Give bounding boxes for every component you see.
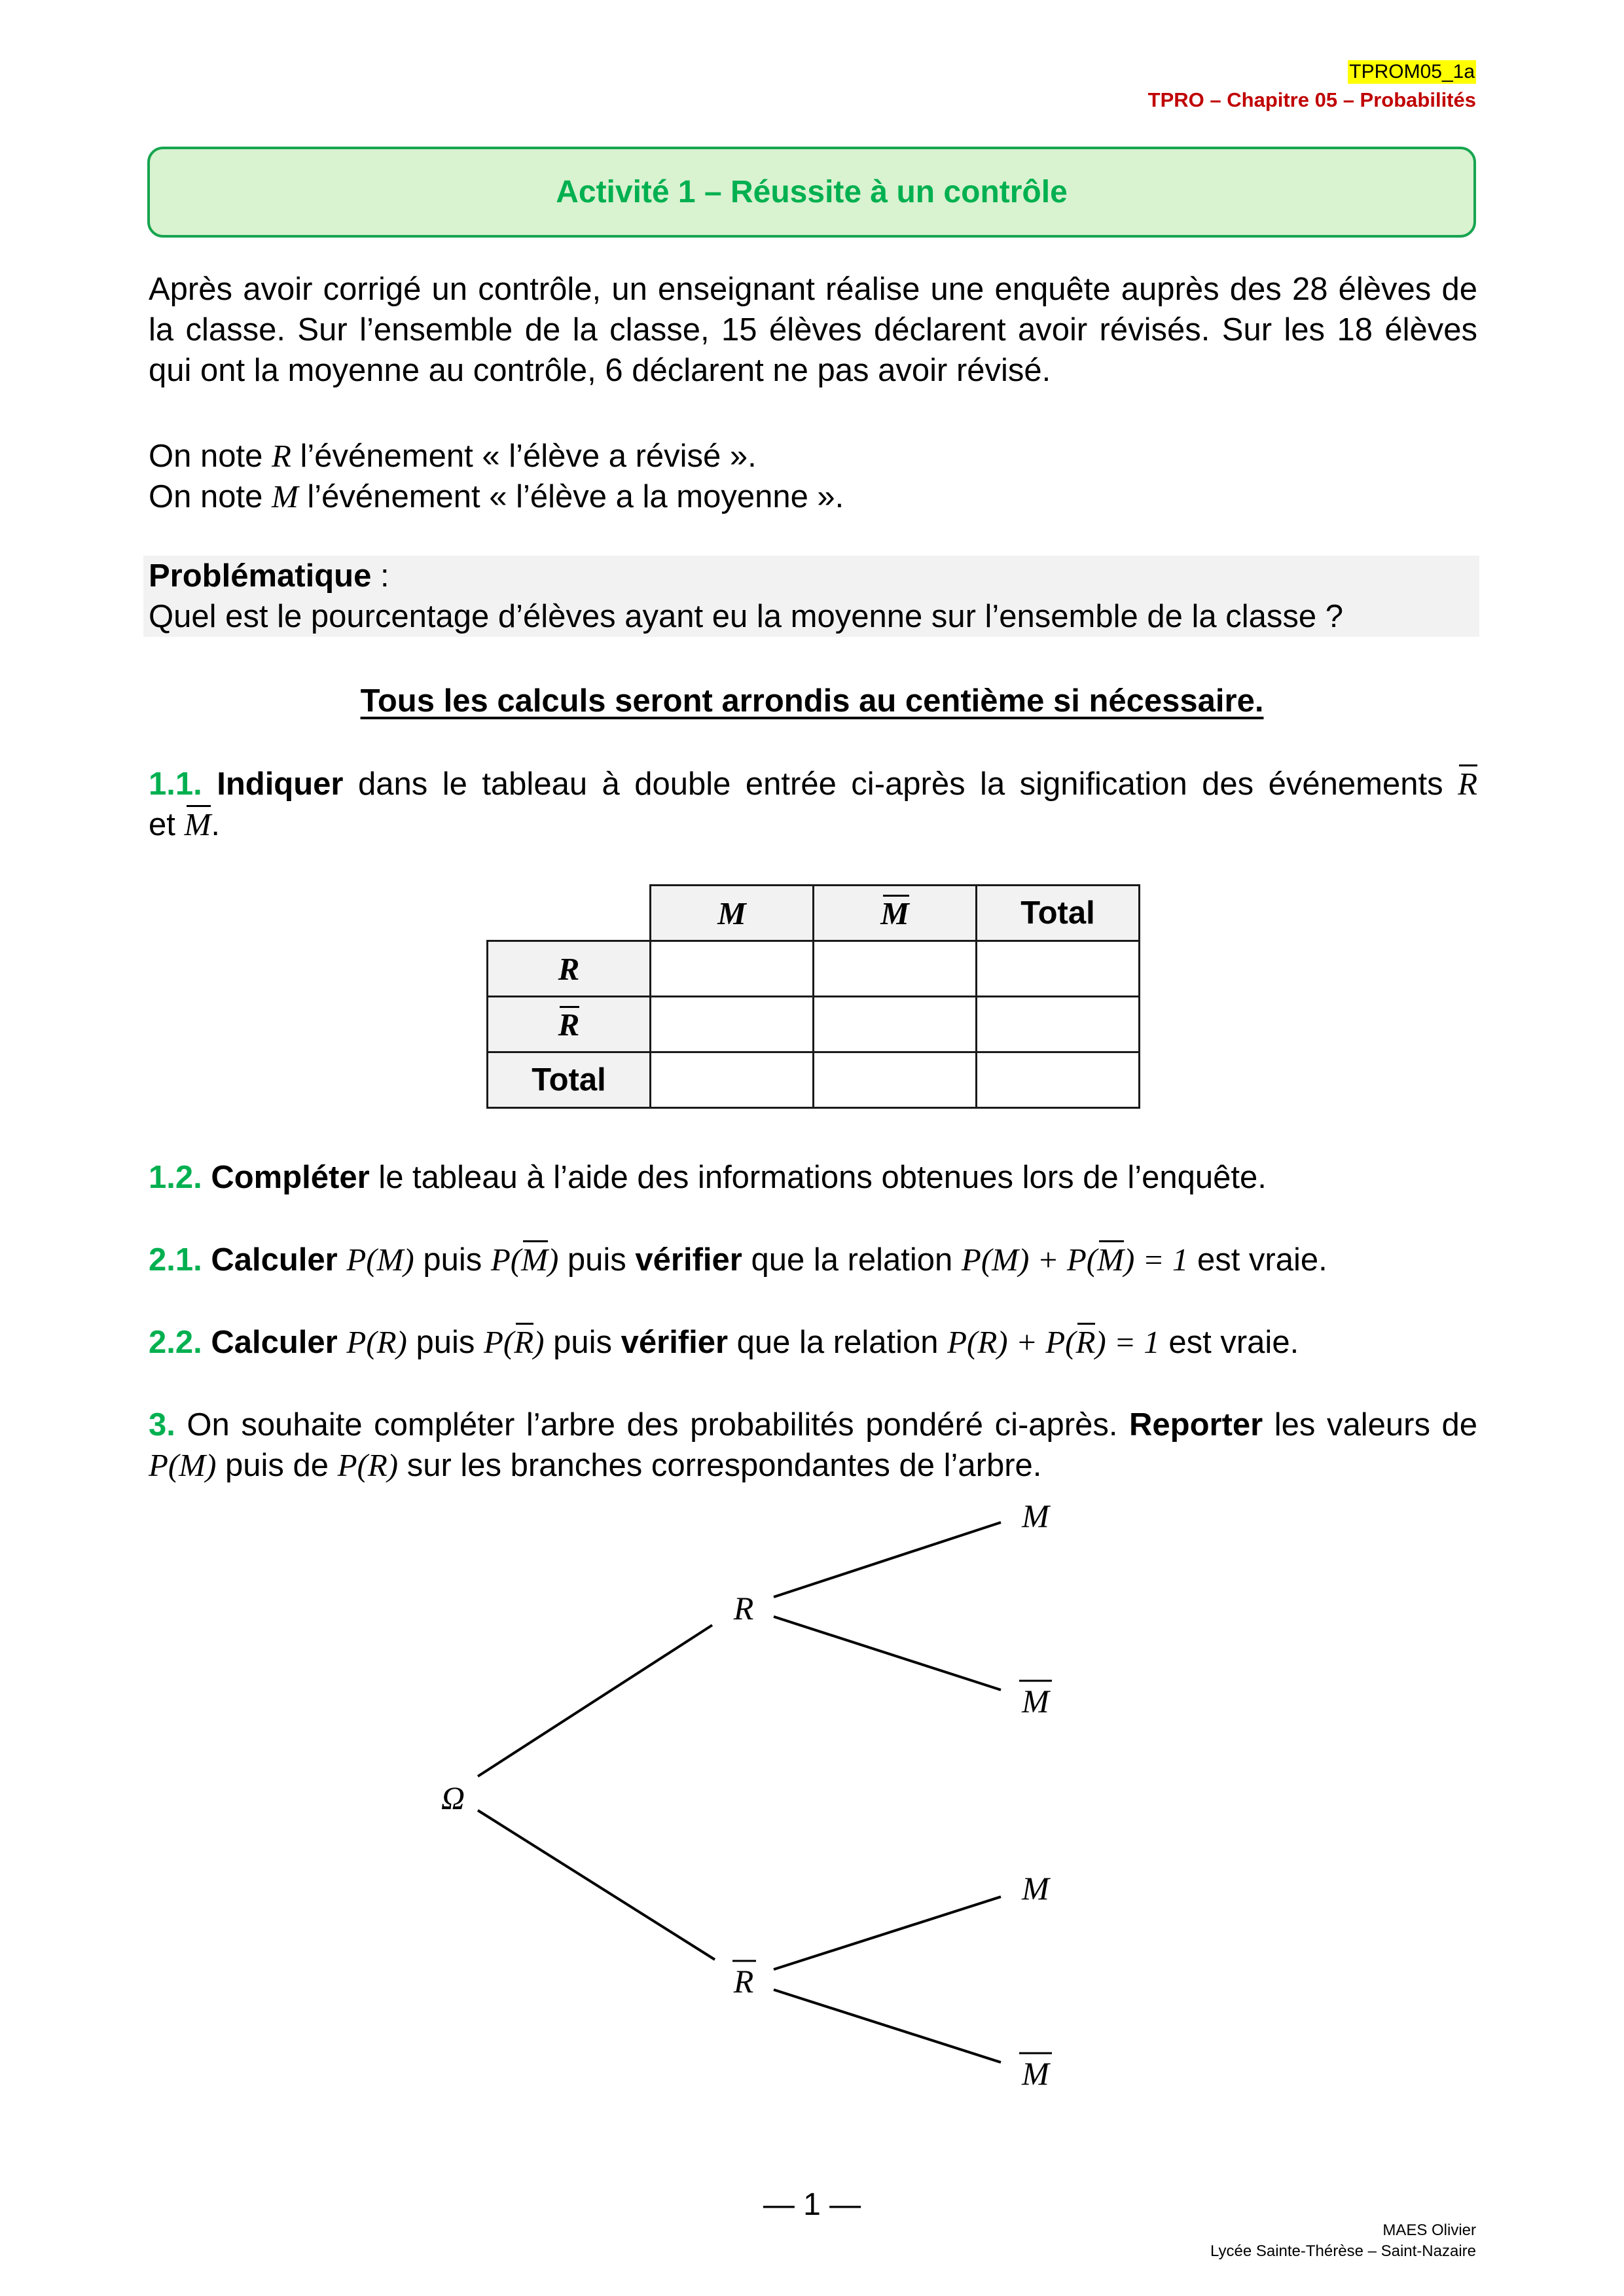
branch-omega-rbar[interactable]: [478, 1810, 715, 1960]
question-text: .: [211, 807, 220, 842]
col-header-label: M: [880, 895, 909, 931]
table-row: [488, 1052, 1140, 1108]
cell-total-m[interactable]: [651, 1052, 814, 1108]
page-number: — 1 —: [763, 2187, 861, 2222]
question-text: que la relation: [742, 1242, 962, 1278]
notation-m: [149, 476, 844, 517]
formula-pr: P(R): [337, 1447, 399, 1483]
tree-node-omega: Ω: [441, 1780, 465, 1816]
cell-total-mbar[interactable]: [814, 1052, 977, 1108]
branch-rbar-m[interactable]: [774, 1897, 1001, 1969]
row-header-label: R: [558, 950, 580, 987]
symbol-r-bar: R: [1458, 764, 1477, 804]
symbol-r: R: [271, 438, 291, 474]
symbol-m-bar: M: [521, 1240, 548, 1280]
chapter-title: TPRO – Chapitre 05 – Probabilités: [1147, 88, 1476, 111]
table-row: [488, 997, 1140, 1052]
symbol-m-bar: M: [1097, 1240, 1124, 1280]
table-header-row: [488, 886, 1140, 941]
question-text: On souhaite compléter l’arbre des probabilités pondéré ci-après.: [175, 1407, 1130, 1443]
question-verb: Compléter: [211, 1160, 370, 1195]
question-number: 2.2.: [149, 1325, 202, 1360]
cell-r-m[interactable]: [651, 941, 814, 997]
intro-line-2: la classe. Sur l’ensemble de la classe, 15 élèves déclarent avoir révisés. Sur les 18 élèves: [149, 312, 1477, 348]
notation-r: [149, 436, 757, 476]
question-1-1: [149, 764, 1477, 845]
symbol-m-bar: M: [184, 804, 211, 845]
notation-prefix: On note: [149, 479, 272, 514]
question-verb: Calculer: [211, 1325, 338, 1360]
tree-node-r-bar: R: [733, 1963, 754, 2000]
question-text: puis: [414, 1242, 491, 1278]
question-text: puis: [558, 1242, 636, 1278]
formula-pr: P(R): [346, 1324, 407, 1360]
cell-rbar-total[interactable]: [977, 997, 1140, 1052]
question-text: et: [149, 807, 185, 842]
intro-line-3: qui ont la moyenne au contrôle, 6 déclarent ne pas avoir révisé.: [149, 353, 1051, 388]
activity-title-box: [147, 147, 1476, 238]
formula-part: ): [547, 1242, 559, 1278]
branch-rbar-mbar[interactable]: [774, 1990, 1001, 2062]
branch-omega-r[interactable]: [478, 1625, 712, 1776]
question-text: est vraie.: [1188, 1242, 1327, 1278]
problematique-question: Quel est le pourcentage d’élèves ayant eu la moyenne sur l’ensemble de la classe ?: [149, 599, 1343, 634]
formula-part: ) = 1: [1095, 1324, 1160, 1360]
col-header-total: [977, 886, 1140, 941]
row-header-r-bar: [488, 997, 651, 1052]
question-2-1: [149, 1240, 1327, 1280]
table-row: [488, 941, 1140, 997]
intro-paragraph: [149, 269, 1477, 391]
question-verb: Reporter: [1129, 1407, 1263, 1443]
problematique-colon: :: [371, 558, 389, 594]
tree-node-r: R: [733, 1590, 754, 1626]
activity-title: Activité 1 – Réussite à un contrôle: [556, 175, 1068, 209]
contingency-table: [486, 884, 1140, 1109]
question-text: les valeurs de: [1263, 1407, 1477, 1443]
question-number: 2.1.: [149, 1242, 202, 1278]
question-text: puis: [544, 1325, 621, 1360]
col-header-label: M: [717, 895, 746, 931]
symbol-r-bar: R: [1075, 1322, 1095, 1363]
cell-total-total[interactable]: [977, 1052, 1140, 1108]
symbol-r-bar: R: [514, 1322, 533, 1363]
footer-author: MAES Olivier: [1382, 2221, 1476, 2239]
question-text: sur les branches correspondantes de l’arbre.: [398, 1448, 1042, 1483]
tree-node-rbar-m-bar: M: [1022, 2055, 1049, 2092]
question-text: que la relation: [728, 1325, 948, 1360]
question-text: dans le tableau à double entrée ci-après la signification des événements: [343, 766, 1458, 802]
question-text: puis: [406, 1325, 484, 1360]
problematique-box: [143, 556, 1479, 637]
row-header-r: [488, 941, 651, 997]
branch-r-mbar[interactable]: [774, 1617, 1001, 1690]
col-header-label: Total: [1020, 895, 1095, 931]
question-verb: Indiquer: [217, 766, 344, 802]
formula-part: P(R) + P(: [947, 1324, 1076, 1360]
cell-r-total[interactable]: [977, 941, 1140, 997]
tree-node-r-m-bar: M: [1022, 1683, 1049, 1719]
question-1-2: [149, 1157, 1267, 1198]
formula-part: P(: [490, 1242, 522, 1278]
formula-part: P(: [483, 1324, 514, 1360]
tree-node-rbar-m: M: [1022, 1870, 1049, 1907]
question-number: 1.2.: [149, 1160, 202, 1195]
row-header-label: Total: [532, 1062, 606, 1098]
col-header-m-bar: [814, 886, 977, 941]
row-header-total: [488, 1052, 651, 1108]
question-text: est vraie.: [1159, 1325, 1299, 1360]
formula-part: ): [533, 1324, 545, 1360]
symbol-m: M: [271, 478, 298, 514]
branch-r-m[interactable]: [774, 1522, 1001, 1597]
question-3: [149, 1405, 1477, 1486]
row-header-label: R: [558, 1006, 580, 1043]
cell-r-mbar[interactable]: [814, 941, 977, 997]
question-verb: Calculer: [211, 1242, 338, 1278]
cell-rbar-m[interactable]: [651, 997, 814, 1052]
notation-r-text: l’événement « l’élève a révisé ».: [291, 439, 757, 474]
table-corner: [488, 886, 651, 941]
question-number: 3.: [149, 1407, 175, 1443]
cell-rbar-mbar[interactable]: [814, 997, 977, 1052]
intro-line-1: Après avoir corrigé un contrôle, un enseignant réalise une enquête auprès des 28 élèves de: [149, 272, 1477, 307]
question-number: 1.1.: [149, 766, 202, 802]
footer-school: Lycée Sainte-Thérèse – Saint-Nazaire: [1210, 2242, 1476, 2260]
question-text: puis de: [216, 1448, 338, 1483]
question-2-2: [149, 1322, 1299, 1363]
question-verb: vérifier: [621, 1325, 729, 1360]
formula-part: ) = 1: [1123, 1242, 1189, 1278]
formula-pm: P(M): [346, 1242, 414, 1278]
question-verb: vérifier: [635, 1242, 742, 1278]
notation-m-text: l’événement « l’élève a la moyenne ».: [298, 479, 844, 514]
document-code: TPROM05_1a: [1349, 61, 1475, 82]
formula-pm: P(M): [149, 1447, 217, 1483]
col-header-m: [651, 886, 814, 941]
question-text: le tableau à l’aide des informations obtenues lors de l’enquête.: [369, 1160, 1267, 1195]
formula-part: P(M) + P(: [961, 1242, 1098, 1278]
rounding-note: Tous les calculs seront arrondis au centième si nécessaire.: [360, 683, 1264, 719]
tree-node-r-m: M: [1022, 1498, 1049, 1534]
notation-prefix: On note: [149, 439, 272, 474]
problematique-label: Problématique: [149, 558, 372, 594]
